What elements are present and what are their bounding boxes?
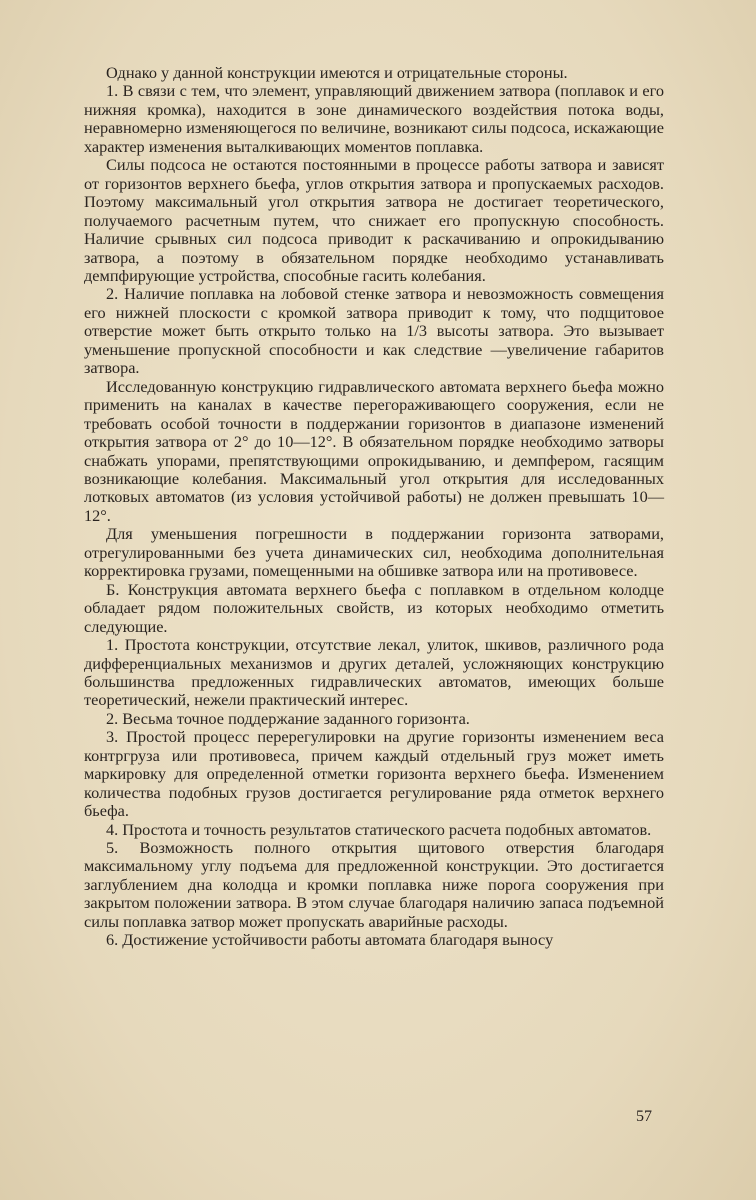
paragraph-application: Исследованную конструкцию гидравлического автомата верхнего бьефа можно применить на каналах в качестве перегораживающего сооружения, если не требовать особой точности в поддержании горизонтов в диапазоне изменений открытия затвора от 2° до 10—12°. В обязательном порядке необходимо затворы снабжать упорами, препятствующими опрокидыванию, и демпфером, гасящим возникающие колебания. Максимальный угол открытия для исследованных лотковых автоматов (из условия устойчивой работы) не должен превышать 10—12°.	[84, 376, 664, 525]
paragraph-error-correction: Для уменьшения погрешности в поддержании горизонта затворами, отрегулированными без учета динамических сил, необходима дополнительная корректировка грузами, помещенными на обшивке затвора или на противовесе.	[84, 524, 664, 581]
page-number: 57	[636, 1108, 652, 1125]
paragraph-section-b: Б. Конструкция автомата верхнего бьефа с поплавком в отдельном колодце обладает рядом положительных свойств, из которых необходимо отметить следующие.	[84, 579, 664, 636]
paragraph-b-item-6: 6. Достижение устойчивости работы автомата благодаря выносу	[106, 930, 554, 950]
paragraph-b-item-1: 1. Простота конструкции, отсутствие лекал, улиток, шкивов, различного рода дифференциальных механизмов и других деталей, усложняющих конструкцию большинства предложенных гидравлических автоматов, имеющих больше теоретический, нежели практический интерес.	[84, 635, 664, 710]
paragraph-b-item-2: 2. Весьма точное поддержание заданного горизонта.	[106, 708, 470, 728]
paragraph-b-item-4: 4. Простота и точность результатов статического расчета подобных автоматов.	[106, 819, 652, 839]
body-text	[84, 64, 664, 950]
paragraph-b-item-3: 3. Простой процесс перерегулировки на другие горизонты изменением веса контргруза или противовеса, причем каждый отдельный груз может иметь маркировку для определенной отметки горизонта верхнего бьефа. Изменением количества подобных грузов достигается регулирование ряда отметок верхнего бьефа.	[84, 727, 664, 821]
paragraph-b-item-5: 5. Возможность полного открытия щитового отверстия благодаря максимальному углу подъема для предложенной конструкции. Это достигается заглублением дна колодца и кромки поплавка ниже порога сооружения при закрытом положении затвора. В этом случае благодаря наличию запаса подъемной силы поплавка затвор может пропускать аварийные расходы.	[84, 838, 664, 931]
paragraph-intro: Однако у данной конструкции имеются и отрицательные стороны.	[106, 63, 568, 82]
paragraph-item-2: 2. Наличие поплавка на лобовой стенке затвора и невозможность совмещения его нижней плоскости с кромкой затвора приводит к тому, что подщитовое отверстие может быть открыто только на 1/3 высоты затвора. Это вызывает уменьшение пропускной способности и как следствие —увеличение габаритов затвора.	[84, 284, 664, 378]
paragraph-item-1: 1. В связи с тем, что элемент, управляющий движением затвора (поплавок и его нижняя кромка), находится в зоне динамического воздействия потока воды, неравномерно изменяющегося по величине, возникают силы подсоса, искажающие характер изменения выталкивающих моментов поплавка.	[84, 81, 664, 156]
paragraph-suction-forces: Силы подсоса не остаются постоянными в процессе работы затвора и зависят от горизонтов верхнего бьефа, углов открытия затвора и пропускаемых расходов. Поэтому максимальный угол открытия затвора не достигает теоретического, получаемого расчетным путем, что снижает его пропускную способность. Наличие срывных сил подсоса приводит к раскачиванию и опрокидыванию затвора, а поэтому в обязательном порядке необходимо устанавливать демпфирующие устройства, способные гасить колебания.	[84, 155, 664, 285]
